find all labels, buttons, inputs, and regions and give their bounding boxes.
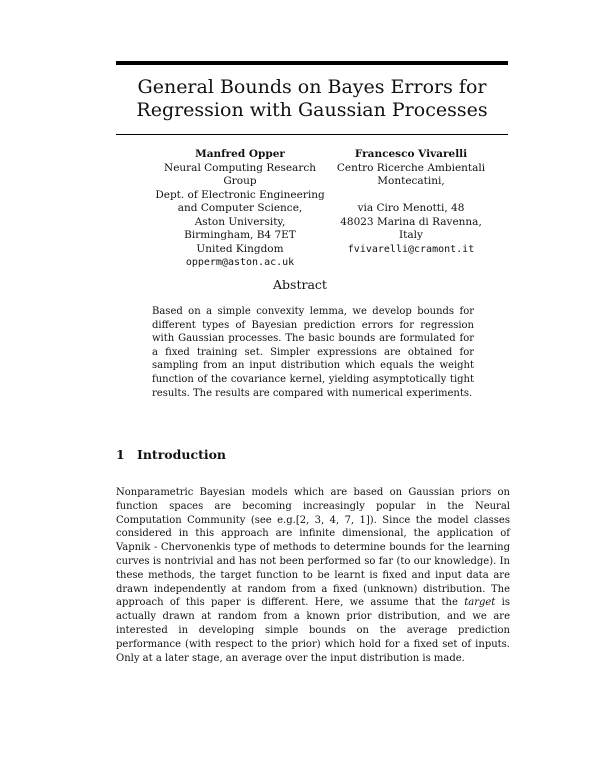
- affiliation-line: Birmingham, B4 7ET: [184, 229, 296, 241]
- paper-title: [100, 76, 524, 122]
- author-block-opper: [150, 148, 330, 270]
- abstract-text: Based on a simple convexity lemma, we develop bounds for different types of Bayesian prediction errors for regression with Gaussian processes. The basic bounds are formulated for a fixed training set. Simpler expressions are obtained for sampling from an input distribution which equals the weight function of the covariance kernel, yielding asymptotically tight results. The results are compared with numerical experiments.: [152, 306, 474, 399]
- affiliation-line: Centro Ricerche Ambientali: [336, 161, 486, 174]
- affiliation-line: Montecatini,: [377, 175, 445, 187]
- spacer: [330, 189, 492, 203]
- section-number: 1: [116, 447, 125, 462]
- affiliation-line: Dept. of Electronic Engineering: [155, 188, 325, 201]
- intro-text-part-1: Nonparametric Bayesian models which are based on Gaussian priors on function spaces are becoming increasingly popular in the Neural Computation Community (see e.g.[2, 3, 4, 7, 1]). Since the model classes considered in this approach are infinite dimensional, the application of Vapnik - Chervonenkis type of methods to determine bounds for the learning curves is nontrivial and has not been performed so far (to our knowledge). In these methods, the target function to be learnt is fixed and input data are drawn independently at random from a fixed (unknown) distribution. The approach of this paper is different. Here, we assume that the: [116, 487, 510, 609]
- affiliation-line: Neural Computing Research Group: [164, 161, 316, 187]
- author-email: opperm@aston.ac.uk: [185, 257, 295, 268]
- affiliation-line: United Kingdom: [196, 242, 284, 255]
- title-top-rule: [116, 61, 508, 65]
- intro-text-part-2: is actually drawn at random from a known prior distribution, and we are interested in developing simple bounds on the average prediction performance (with respect to the prior) which hold for a fixed set of inputs. Only at a later stage, an average over the input distribution is made.: [116, 597, 510, 664]
- author-name: Francesco Vivarelli: [354, 148, 468, 160]
- address-line: Italy: [399, 229, 423, 241]
- title-line-2: Regression with Gaussian Processes: [136, 99, 488, 121]
- section-heading: [116, 447, 226, 462]
- author-email: fvivarelli@cramont.it: [347, 243, 475, 255]
- section-title: Introduction: [137, 447, 227, 462]
- intro-italic-target: target: [464, 597, 496, 609]
- address-line: via Ciro Menotti, 48: [357, 202, 465, 214]
- author-block-vivarelli: [330, 148, 492, 256]
- affiliation-line: Aston University,: [194, 215, 286, 228]
- author-name: Manfred Opper: [195, 148, 285, 160]
- title-line-1: General Bounds on Bayes Errors for: [137, 76, 487, 98]
- title-bottom-rule: [116, 134, 508, 135]
- introduction-paragraph: [116, 486, 510, 665]
- address-line: 48023 Marina di Ravenna,: [340, 215, 482, 228]
- abstract-heading: Abstract: [273, 277, 327, 292]
- affiliation-line: and Computer Science,: [177, 202, 303, 214]
